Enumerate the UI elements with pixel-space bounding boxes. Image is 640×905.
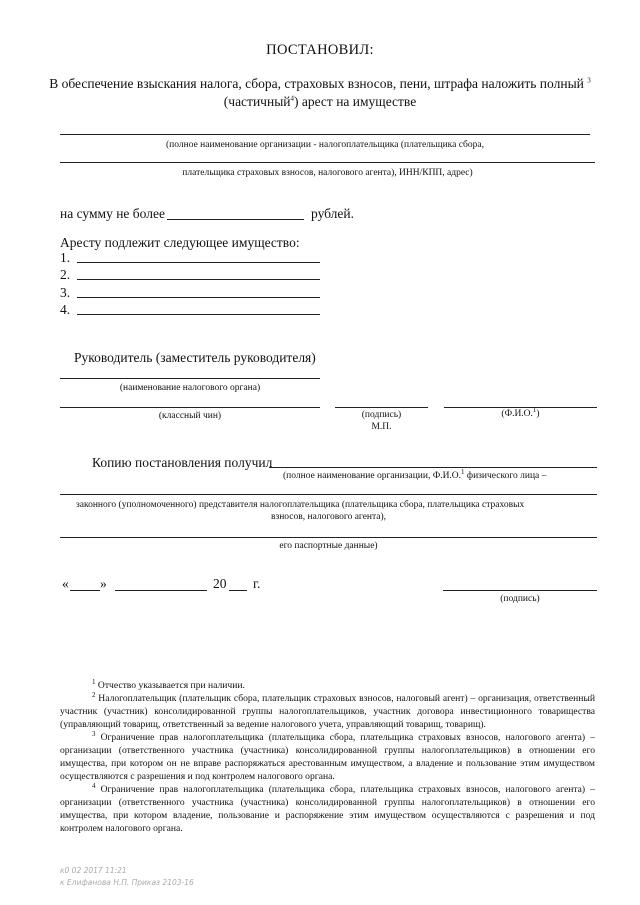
head-title: Руководитель (заместитель руководителя) (74, 350, 316, 365)
org-caption-2: плательщика страховых взносов, налогового агента), ИНН/КПП, адрес) (182, 168, 473, 178)
copy-received-label: Копию постановления получил (92, 455, 273, 470)
property-item-4: 4. (60, 302, 71, 317)
passport-caption: его паспортные данные) (279, 541, 378, 551)
org-caption-1: (полное наименование организации - налогоплательщика (плательщика сбора, (166, 140, 484, 150)
fio-caption: (Ф.И.О.$^1$) (501, 405, 540, 419)
date-year-suffix: г. (253, 576, 261, 591)
property-line-1 (77, 262, 320, 263)
tax-org-line (60, 378, 320, 379)
stamp-place: М.П. (371, 422, 392, 432)
footnote-4: $^4$ Ограничение прав налогоплательщика (плательщика сбора, плательщика страховых взносов, налогового агента) – организации (ответственного участника (участника) консолидированной группы налогоплательщиков) в отношении его имущества, при котором владение, пользование и распоряжение этим имуществом осуществляются с разрешения и под контролем налогового органа. (60, 781, 595, 834)
rank-caption: (классный чин) (158, 411, 222, 421)
footnote-2: $^2$ Налогоплательщик (плательщик сбора, плательщик страховых взносов, налоговый агент) – организация, ответственный участник (участник) консолидированной группы налогоплательщиков, участник договора инвестиционного товарищества (управляющий товарищ, ответственный за ведение налогового учета, управляющий товарищ, товарищ). (60, 690, 595, 730)
property-item-2: 2. (60, 267, 71, 282)
property-line-4 (77, 314, 320, 315)
date-month-line (115, 590, 207, 591)
footnote-1: $^1$ Отчество указывается при наличии. (92, 677, 245, 691)
property-item-3: 3. (60, 285, 71, 300)
fio-line (444, 407, 597, 408)
org-name-line (60, 134, 590, 135)
rank-line (60, 407, 320, 408)
footnote-3: $^3$ Ограничение прав налогоплательщика (плательщика сбора, плательщика страховых взносов, налогового агента) – организации (ответственного участника (участника) консолидированной группы налогоплательщиков) в отношении его имущества, при котором он не вправе распоряжаться арестованным имуществом, а владение и пользование этим имуществом осуществляются с разрешения и под контролем налогового органа. (60, 729, 595, 782)
recipient-signature-caption: (подпись) (500, 594, 540, 604)
date-close-quote: » (100, 576, 107, 591)
date-day-line (70, 590, 100, 591)
page-title: ПОСТАНОВИЛ: (266, 42, 374, 58)
head-signature-line (335, 407, 428, 408)
scan-stamp-line-1: к0 02 2017 11:21 (60, 866, 127, 875)
copy-caption-3: взносов, налогового агента), (270, 512, 387, 522)
intro-line-1: В обеспечение взыскания налога, сбора, страховых взносов, пени, штрафа наложить полный $^3$ (49, 76, 591, 91)
head-signature-caption: (подпись) (361, 410, 402, 420)
footnotes (60, 679, 595, 835)
copy-representative-line (60, 494, 597, 495)
tax-org-caption: (наименование налогового органа) (119, 383, 261, 393)
passport-line (60, 537, 597, 538)
date-open-quote: « (62, 576, 69, 591)
property-item-1: 1. (60, 250, 71, 265)
copy-recipient-line (269, 467, 597, 468)
scan-stamp-line-2: к Елифанова Н.П. Приказ 2103-16 (60, 878, 194, 887)
copy-caption-2: законного (уполномоченного) представителя налогоплательщика (плательщика сбора, плательщика страховых (76, 500, 525, 510)
date-year-line (229, 590, 247, 591)
copy-caption-1: (полное наименование организации, Ф.И.О.$^1$ физического лица – (283, 467, 547, 481)
property-heading: Аресту подлежит следующее имущество: (60, 235, 300, 250)
recipient-signature-line (443, 590, 597, 591)
intro-line-2: (частичный$^4$) арест на имуществе (223, 94, 417, 109)
sum-field-line (167, 219, 304, 220)
sum-suffix: рублей. (311, 206, 355, 221)
sum-prefix: на сумму не более (60, 206, 165, 221)
property-line-2 (77, 279, 320, 280)
property-line-3 (77, 297, 320, 298)
org-details-line (60, 162, 595, 163)
date-year-prefix: 20 (213, 576, 227, 591)
